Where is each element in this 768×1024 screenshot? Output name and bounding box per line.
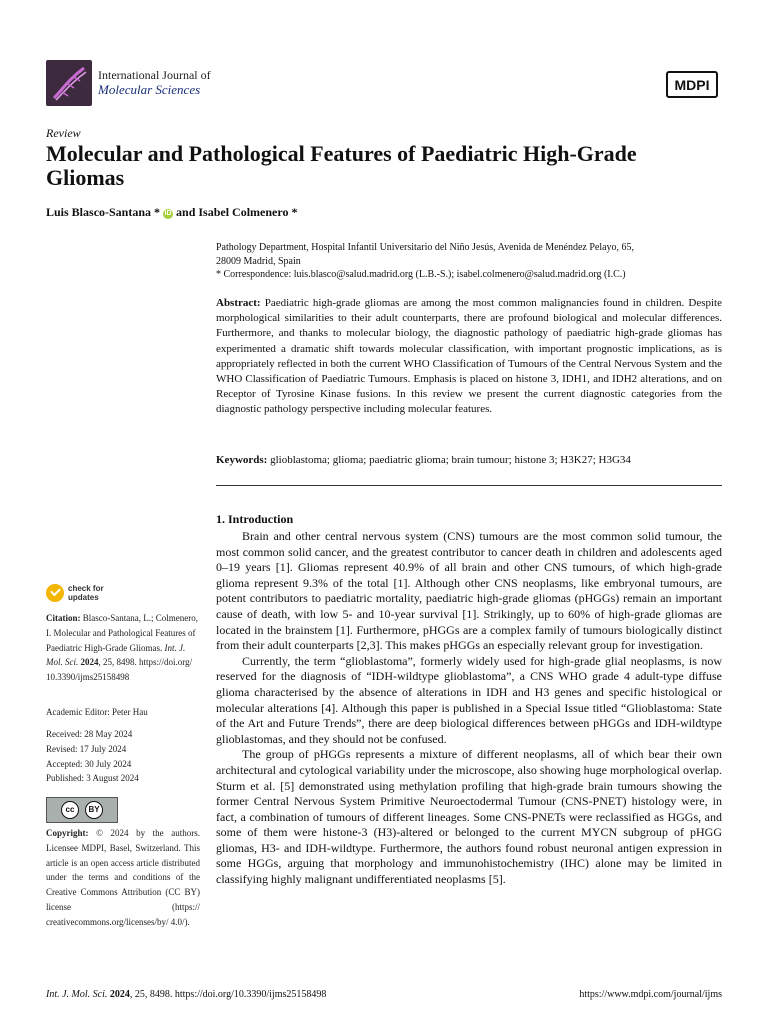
body-text: [216, 529, 722, 888]
article-title: Molecular and Pathological Features of Paediatric High-Grade Gliomas: [46, 141, 637, 190]
citation-journal: Int. J. Mol. Sci.: [46, 642, 186, 668]
footer-year: 2024: [109, 989, 130, 1000]
affiliation-line2: 28009 Madrid, Spain: [216, 256, 301, 267]
date-accepted: Accepted: 30 July 2024: [46, 758, 132, 769]
orcid-icon[interactable]: iD: [164, 210, 172, 217]
keywords-text: glioblastoma; glioma; paediatric glioma; brain tumour; histone 3; H3K27; H3G34: [270, 454, 631, 466]
affiliation-line1: Pathology Department, Hospital Infantil Universitario del Niño Jesús, Avenida de Menéndez Pelayo, 65,: [216, 242, 635, 253]
publisher-logo[interactable]: MDPI: [666, 71, 718, 98]
footer-citation: [46, 989, 326, 1000]
footer-doi[interactable]: , 25, 8498. https://doi.org/10.3390/ijms25158498: [129, 989, 327, 1000]
copyright-label: Copyright:: [46, 828, 89, 838]
journal-logo-icon: [46, 60, 92, 106]
article-type: Review: [46, 126, 81, 140]
check-updates-button[interactable]: [46, 584, 104, 602]
paragraph-2: Currently, the term “glioblastoma”, formerly widely used for high-grade glial neoplasms, is now reserved for the diagnosis of “IDH-wildtype glioblastoma”, a CNS WHO grade 4 adult-type diffuse glioma characterised by the absence of alterations in IDH and H3 genes and specific histological or molecular alterations [4]. Although this paper is published in a Special Issue titled “Glioblastoma: State of the Art and Future Trends”, there are deep biological differences between pHGGs and IDH-wildtype glioblastomas, and they should not be confused.: [216, 653, 722, 746]
keywords: [216, 453, 722, 468]
paragraph-1: Brain and other central nervous system (CNS) tumours are the most common solid tumour, the most common solid cancer, and the greatest contributor to cancer death in children and adolescents aged 0–19 years [1]. Gliomas represent 40.9% of all brain and other CNS tumours, of which high-grade glioma represent 9.3% of the total [1]. Although other CNS neoplasms, like embryonal tumours, are potent contributors to paediatric mortality, paediatric high-grade gliomas (pHGGs) remain an important cause of death, with low 5- and 10-year survival [1]. Strikingly, up to 60% of high-grade gliomas are located in the brainstem [1]. Furthermore, pHGGs are a complex family of tumours biologically distinct from their adult counterparts [2,3]. This makes pHGGs an especially relevant group for investigation.: [216, 529, 722, 653]
copyright-text: © 2024 by the authors. Licensee MDPI, Basel, Switzerland. This article is an open access article distributed under the terms and conditions of the Creative Commons Attribution (CC BY) license (https:// creativecommons.org/licenses/by/ 4.0/).: [46, 828, 201, 927]
footer-url[interactable]: https://www.mdpi.com/journal/ijms: [579, 989, 722, 1000]
correspondence: * Correspondence: luis.blasco@salud.madrid.org (L.B.-S.); isabel.colmenero@salud.madrid.org (I.C.): [216, 269, 626, 280]
abstract: [216, 296, 722, 418]
author-1[interactable]: Luis Blasco-Santana *: [46, 205, 161, 219]
citation-text: Blasco-Santana, L.; Colmenero, I. Molecular and Pathological Features of Paediatric High-Grade Gliomas.: [46, 613, 198, 653]
section-heading: 1. Introduction: [216, 512, 294, 526]
author-list: [46, 205, 297, 220]
journal-name-line1: International Journal of: [98, 68, 211, 82]
author-2[interactable]: and Isabel Colmenero *: [176, 205, 298, 219]
academic-editor: Academic Editor: Peter Hau: [46, 707, 148, 717]
check-updates-line2: updates: [68, 593, 99, 602]
copyright: [46, 826, 200, 930]
divider: [216, 485, 722, 486]
by-icon: BY: [85, 801, 103, 819]
abstract-text: Paediatric high-grade gliomas are among the most common malignancies found in children. Despite morphological similarities to their adult counterparts, there are profound biological and molecular differences. Furthermore, and thanks to molecular biology, the diagnostic pathology of paediatric high-grade gliomas has experimented a dramatic shift towards molecular classification, with important prognostic implications, as is appropriately reflected in both the current WHO Classification of Tumours of the Central Nervous System and the WHO Classification of Paediatric Tumours. Emphasis is placed on histone 3, IDH1, and IDH2 alterations, and on Receptor of Tyrosine Kinase fusions. In this review we present the current diagnostic categories from the diagnostic pathology perspective including molecular features.: [216, 297, 723, 416]
check-updates-icon: [46, 584, 64, 602]
paragraph-3: The group of pHGGs represents a mixture of different neoplasms, all of which bear their own architectural and cytological variability under the microscope, also showing huge morphological overlap. Sturm et al. [5] demonstrated using methylation profiling that high-grade brain tumours showing the former Central Nervous System Primitive Neuroectodermal Tumour (CNS-PNET) histology were, in fact, a combination of tumours of different lineages. Some CNS-PNETs were reclassified as HGGs, and some of them were histone-3 (H3)-altered or belonged to the current MYCN subgroup of pHGG gliomas, H3- and IDH-wildtype. Furthermore, the authors found robust neuronal antigen expression in some HGGs, arguing that morphology and immunohistochemistry (IHC) alone may be limited in classifying highly malignant undifferentiated neoplasms [5].: [216, 747, 722, 887]
journal-name-line2: Molecular Sciences: [98, 82, 201, 97]
citation-label: Citation:: [46, 613, 81, 623]
keywords-label: Keywords:: [216, 454, 268, 466]
citation-year: 2024: [80, 657, 99, 668]
date-published: Published: 3 August 2024: [46, 773, 139, 784]
date-revised: Revised: 17 July 2024: [46, 743, 127, 754]
cc-by-icon[interactable]: [46, 797, 118, 823]
abstract-label: Abstract:: [216, 297, 261, 309]
cc-icon: cc: [61, 801, 79, 819]
publication-dates: [46, 727, 200, 786]
date-received: Received: 28 May 2024: [46, 729, 133, 739]
affiliation: [216, 241, 722, 269]
citation: [46, 611, 200, 685]
check-updates-line1: check for: [68, 584, 104, 593]
footer-journal: Int. J. Mol. Sci.: [46, 989, 108, 1000]
citation-rest[interactable]: , 25, 8498. https://doi.org/ 10.3390/ijms25158498: [46, 657, 193, 683]
